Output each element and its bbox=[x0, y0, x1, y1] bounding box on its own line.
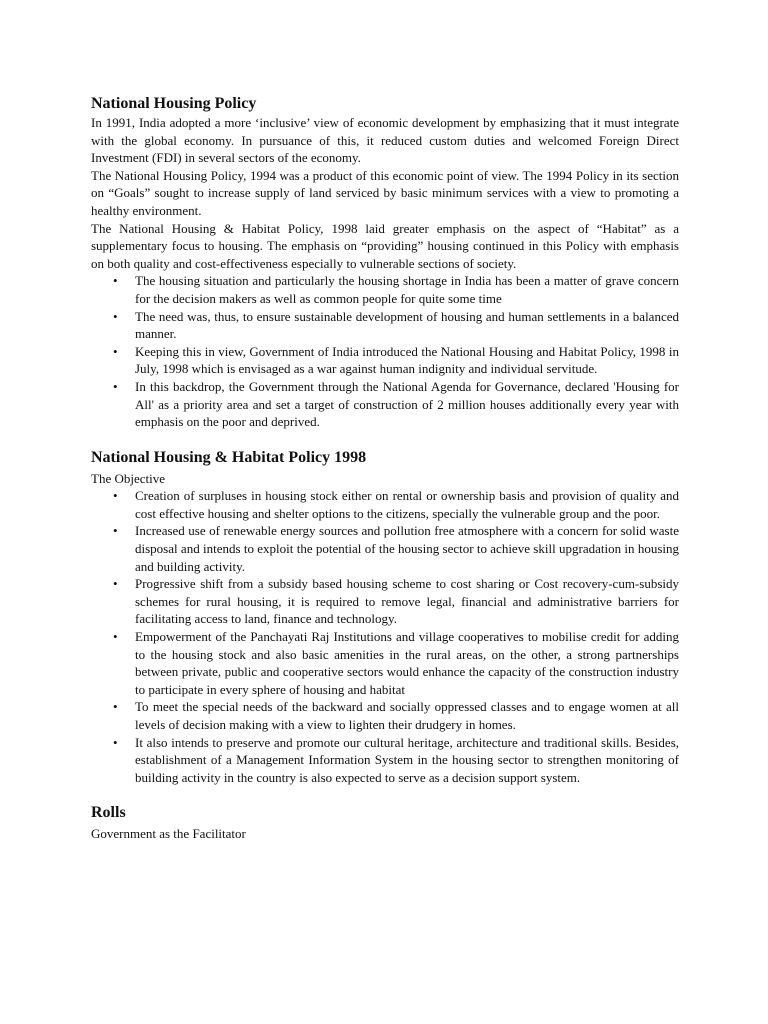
list-item: • In this backdrop, the Government through the National Agenda for Governance, declared 'Housing for All' as a priority area and set a target of construction of 2 million houses additionally every year with emphasis on the poor and deprived. bbox=[91, 378, 679, 431]
section-heading: Rolls bbox=[91, 804, 126, 822]
bullet-list bbox=[91, 272, 679, 430]
section-heading: National Housing Policy bbox=[91, 95, 257, 112]
list-item: • Progressive shift from a subsidy based housing scheme to cost sharing or Cost recovery-cum-subsidy schemes for rural housing, it is required to remove legal, financial and administrative barriers for facilitating access to land, finance and technology. bbox=[91, 575, 679, 628]
section-national-housing-policy bbox=[91, 94, 679, 431]
list-item: • Empowerment of the Panchayati Raj Institutions and village cooperatives to mobilise credit for adding to the housing stock and also basic amenities in the rural areas, on the other, a strong partnerships between private, public and cooperative sectors would enhance the capacity of the construction industry to participate in every sphere of housing and habitat bbox=[91, 628, 679, 698]
bullet-list bbox=[91, 487, 679, 786]
section-subheading: Government as the Facilitator bbox=[91, 826, 246, 842]
list-item: • The need was, thus, to ensure sustainable development of housing and human settlements in a balanced manner. bbox=[91, 308, 679, 343]
section-rolls bbox=[91, 803, 679, 843]
section-heading: National Housing & Habitat Policy 1998 bbox=[91, 448, 367, 466]
document-page bbox=[91, 94, 679, 843]
paragraph: In 1991, India adopted a more ‘inclusive’ view of economic development by emphasizing that it must integrate with the global economy. In pursuance of this, it reduced custom duties and welcomed Foreign Direct Investment (FDI) in several sectors of the economy. bbox=[91, 115, 679, 166]
list-item: • It also intends to preserve and promote our cultural heritage, architecture and traditional skills. Besides, establishment of a Management Information System in the housing sector to strengthen monitoring of building activity in the country is also expected to serve as a decision support system. bbox=[91, 734, 679, 787]
list-item: • Creation of surpluses in housing stock either on rental or ownership basis and provision of quality and cost effective housing and shelter options to the citizens, specially the vulnerable group and the poor. bbox=[91, 487, 679, 522]
list-item: • The housing situation and particularly the housing shortage in India has been a matter of grave concern for the decision makers as well as common people for quite some time bbox=[91, 272, 679, 307]
paragraph: The National Housing Policy, 1994 was a product of this economic point of view. The 1994 Policy in its section on “Goals” sought to increase supply of land serviced by basic minimum services with a view to promoting a healthy environment. bbox=[91, 167, 679, 218]
section-subheading: The Objective bbox=[91, 470, 165, 486]
list-item: • To meet the special needs of the backward and socially oppressed classes and to engage women at all levels of decision making with a view to lighten their drudgery in homes. bbox=[91, 698, 679, 733]
list-item: • Increased use of renewable energy sources and pollution free atmosphere with a concern for solid waste disposal and intends to exploit the potential of the housing sector to achieve skill upgradation in housing and building activity. bbox=[91, 522, 679, 575]
list-item: • Keeping this in view, Government of India introduced the National Housing and Habitat Policy, 1998 in July, 1998 which is envisaged as a war against human indignity and individual servitude. bbox=[91, 343, 679, 378]
paragraph: The National Housing & Habitat Policy, 1998 laid greater emphasis on the aspect of “Habitat” as a supplementary focus to housing. The emphasis on “providing” housing continued in this Policy with emphasis on both quality and cost-effectiveness especially to vulnerable sections of society. bbox=[91, 220, 679, 271]
section-habitat-policy-1998 bbox=[91, 448, 679, 787]
